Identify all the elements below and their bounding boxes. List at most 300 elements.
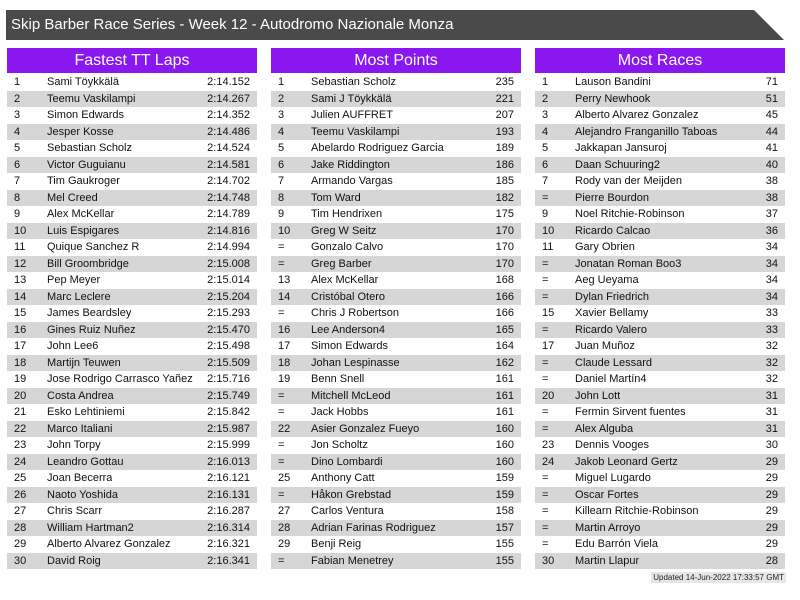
points-cell: 168	[495, 274, 514, 286]
position-cell: =	[542, 505, 549, 517]
table-row	[271, 91, 521, 108]
driver-name-cell: Jakob Leonard Gertz	[575, 455, 678, 468]
position-cell: 23	[14, 439, 27, 451]
table-row	[535, 190, 785, 207]
lap-time-cell: 2:16.013	[207, 455, 250, 468]
driver-name-cell: Alberto Alvarez Gonzalez	[575, 109, 699, 121]
position-cell: 15	[542, 307, 555, 319]
table-row	[535, 223, 785, 240]
table-row	[535, 388, 785, 405]
table-row	[535, 91, 785, 108]
driver-name-cell: Costa Andrea	[47, 389, 114, 402]
position-cell: =	[542, 290, 549, 303]
races-cell: 44	[765, 125, 778, 138]
updated-timestamp: Updated 14-Jun-2022 17:33:57 GMT	[653, 573, 784, 582]
driver-name-cell: Teemu Vaskilampi	[47, 92, 136, 105]
table-row	[7, 338, 257, 355]
driver-name-cell: Lauson Bandini	[575, 76, 651, 88]
driver-name-cell: Chris Scarr	[47, 505, 103, 517]
position-cell: 27	[14, 505, 27, 517]
driver-name-cell: Fabian Menetrey	[311, 554, 394, 567]
lap-time-cell: 2:15.470	[207, 323, 250, 336]
races-cell: 30	[765, 439, 778, 451]
position-cell: 17	[278, 340, 291, 352]
position-cell: 24	[14, 455, 27, 468]
position-cell: =	[278, 406, 285, 418]
table-row	[7, 157, 257, 174]
table-row	[271, 190, 521, 207]
races-cell: 33	[765, 323, 778, 336]
table-row	[7, 124, 257, 141]
driver-name-cell: Alex McKellar	[47, 208, 115, 220]
driver-name-cell: Lee Anderson4	[311, 323, 386, 336]
lap-time-cell: 2:15.749	[207, 389, 250, 402]
driver-name-cell: Jose Rodrigo Carrasco Yañez	[47, 373, 193, 385]
driver-name-cell: Daan Schuuring2	[575, 158, 661, 171]
position-cell: 27	[278, 505, 291, 517]
points-cell: 170	[495, 224, 514, 237]
driver-name-cell: Claude Lessard	[575, 356, 653, 369]
table-row	[7, 107, 257, 124]
driver-name-cell: Gonzalo Calvo	[311, 241, 384, 253]
lap-time-cell: 2:14.267	[207, 92, 250, 105]
position-cell: =	[542, 356, 549, 369]
driver-name-cell: Asier Gonzalez Fueyo	[311, 422, 420, 435]
most-points-rows	[271, 74, 521, 569]
points-cell: 159	[495, 472, 514, 484]
lap-time-cell: 2:14.748	[207, 191, 250, 204]
races-cell: 31	[765, 406, 778, 418]
position-cell: 3	[542, 109, 549, 121]
points-cell: 166	[495, 307, 514, 319]
table-row	[271, 289, 521, 306]
position-cell: 7	[278, 175, 285, 187]
races-cell: 32	[765, 356, 778, 369]
table-row	[535, 338, 785, 355]
table-row	[535, 239, 785, 256]
position-cell: =	[278, 307, 285, 319]
races-cell: 38	[765, 175, 778, 187]
points-cell: 221	[495, 92, 514, 105]
position-cell: =	[542, 373, 549, 385]
driver-name-cell: Quique Sanchez R	[47, 241, 140, 253]
position-cell: 28	[14, 521, 27, 534]
lap-time-cell: 2:14.152	[207, 76, 250, 88]
driver-name-cell: Jonatan Roman Boo3	[575, 257, 682, 270]
driver-name-cell: Sami J Töykkälä	[311, 92, 392, 105]
driver-name-cell: John Lee6	[47, 340, 99, 352]
races-cell: 32	[765, 373, 778, 385]
position-cell: =	[542, 472, 549, 484]
position-cell: 13	[278, 274, 291, 286]
table-row	[7, 173, 257, 190]
lap-time-cell: 2:14.789	[207, 208, 250, 220]
points-cell: 158	[495, 505, 514, 517]
table-row	[535, 553, 785, 570]
position-cell: 5	[14, 142, 21, 154]
races-cell: 37	[765, 208, 778, 220]
table-row	[271, 74, 521, 91]
most-races-header: Most Races	[535, 48, 785, 73]
table-row	[535, 305, 785, 322]
driver-name-cell: James Beardsley	[47, 307, 132, 319]
table-row	[535, 322, 785, 339]
lap-time-cell: 2:14.486	[207, 125, 250, 138]
races-cell: 29	[765, 505, 778, 517]
position-cell: =	[278, 455, 285, 468]
points-cell: 235	[495, 76, 514, 88]
lap-time-cell: 2:16.131	[207, 488, 250, 501]
driver-name-cell: Daniel Martín4	[575, 373, 647, 385]
position-cell: =	[542, 538, 549, 550]
races-cell: 51	[765, 92, 778, 105]
driver-name-cell: Martin Arroyo	[575, 521, 641, 534]
table-row	[535, 437, 785, 454]
position-cell: =	[278, 554, 285, 567]
most-points-panel	[271, 48, 521, 569]
lap-time-cell: 2:15.999	[207, 439, 250, 451]
position-cell: =	[278, 439, 285, 451]
driver-name-cell: Mel Creed	[47, 191, 98, 204]
table-row	[535, 454, 785, 471]
lap-time-cell: 2:14.702	[207, 175, 250, 187]
position-cell: 10	[542, 224, 555, 237]
position-cell: 17	[14, 340, 27, 352]
position-cell: 12	[14, 257, 27, 270]
lap-time-cell: 2:14.524	[207, 142, 250, 154]
fastest-laps-header: Fastest TT Laps	[7, 48, 257, 73]
lap-time-cell: 2:16.321	[207, 538, 250, 550]
position-cell: 3	[278, 109, 285, 121]
driver-name-cell: Noel Ritchie-Robinson	[575, 208, 685, 220]
position-cell: 16	[14, 323, 27, 336]
lap-time-cell: 2:16.341	[207, 554, 250, 567]
points-cell: 175	[495, 208, 514, 220]
position-cell: 11	[14, 241, 26, 253]
lap-time-cell: 2:15.842	[207, 406, 250, 418]
races-cell: 34	[765, 274, 778, 286]
table-row	[271, 536, 521, 553]
points-cell: 164	[495, 340, 514, 352]
driver-name-cell: Tim Hendrixen	[311, 208, 383, 220]
points-cell: 165	[495, 323, 514, 336]
table-row	[7, 371, 257, 388]
driver-name-cell: Dino Lombardi	[311, 455, 383, 468]
driver-name-cell: Alex Alguba	[575, 422, 634, 435]
driver-name-cell: Aeg Ueyama	[575, 274, 639, 286]
races-cell: 34	[765, 290, 778, 303]
table-row	[535, 124, 785, 141]
position-cell: 7	[542, 175, 549, 187]
driver-name-cell: Carlos Ventura	[311, 505, 384, 517]
position-cell: 1	[542, 76, 549, 88]
table-row	[535, 272, 785, 289]
races-cell: 38	[765, 191, 778, 204]
table-row	[7, 421, 257, 438]
points-cell: 170	[495, 257, 514, 270]
page-title: Skip Barber Race Series - Week 12 - Autodromo Nazionale Monza	[11, 16, 454, 33]
lap-time-cell: 2:15.008	[207, 257, 250, 270]
races-cell: 33	[765, 307, 778, 319]
position-cell: 24	[542, 455, 555, 468]
points-cell: 193	[495, 125, 514, 138]
driver-name-cell: Sebastian Scholz	[311, 76, 396, 88]
races-cell: 29	[765, 521, 778, 534]
driver-name-cell: David Roig	[47, 554, 101, 567]
table-row	[7, 305, 257, 322]
points-cell: 186	[495, 158, 514, 171]
position-cell: 2	[542, 92, 549, 105]
table-row	[7, 272, 257, 289]
table-row	[535, 107, 785, 124]
position-cell: 26	[14, 488, 27, 501]
table-row	[271, 454, 521, 471]
driver-name-cell: Joan Becerra	[47, 472, 113, 484]
driver-name-cell: Bill Groombridge	[47, 257, 129, 270]
table-row	[7, 454, 257, 471]
position-cell: 25	[278, 472, 291, 484]
position-cell: 29	[278, 538, 291, 550]
table-row	[535, 256, 785, 273]
table-row	[535, 503, 785, 520]
races-cell: 40	[765, 158, 778, 171]
position-cell: 22	[278, 422, 291, 435]
driver-name-cell: Alberto Alvarez Gonzalez	[47, 538, 171, 550]
position-cell: 4	[278, 125, 285, 138]
driver-name-cell: Martijn Teuwen	[47, 356, 121, 369]
table-row	[7, 289, 257, 306]
position-cell: 8	[14, 191, 21, 204]
position-cell: 17	[542, 340, 555, 352]
table-row	[535, 487, 785, 504]
table-row	[535, 157, 785, 174]
table-row	[535, 355, 785, 372]
position-cell: 4	[14, 125, 21, 138]
table-row	[535, 206, 785, 223]
lap-time-cell: 2:15.014	[207, 274, 250, 286]
position-cell: 19	[278, 373, 291, 385]
position-cell: =	[542, 323, 549, 336]
races-cell: 34	[765, 257, 778, 270]
table-row	[271, 404, 521, 421]
points-cell: 161	[495, 389, 514, 402]
position-cell: 21	[14, 406, 27, 418]
points-cell: 157	[495, 521, 514, 534]
driver-name-cell: Ricardo Calcao	[575, 224, 651, 237]
position-cell: 25	[14, 472, 27, 484]
driver-name-cell: Perry Newhook	[575, 92, 651, 105]
table-row	[271, 355, 521, 372]
table-row	[271, 371, 521, 388]
races-cell: 31	[765, 389, 778, 402]
position-cell: 9	[542, 208, 549, 220]
lap-time-cell: 2:16.287	[207, 505, 250, 517]
driver-name-cell: Simon Edwards	[47, 109, 125, 121]
table-row	[7, 223, 257, 240]
table-row	[271, 503, 521, 520]
points-cell: 155	[495, 538, 514, 550]
driver-name-cell: Julien AUFFRET	[311, 109, 393, 121]
table-row	[535, 140, 785, 157]
table-row	[7, 553, 257, 570]
points-cell: 160	[495, 455, 514, 468]
table-row	[7, 206, 257, 223]
races-cell: 71	[765, 76, 778, 88]
driver-name-cell: Abelardo Rodriguez Garcia	[311, 142, 444, 154]
position-cell: 5	[278, 142, 285, 154]
table-row	[271, 173, 521, 190]
table-row	[271, 223, 521, 240]
table-row	[271, 157, 521, 174]
position-cell: 30	[542, 554, 555, 567]
driver-name-cell: Adrian Farinas Rodriguez	[311, 521, 436, 534]
table-row	[7, 74, 257, 91]
position-cell: 9	[14, 208, 21, 220]
table-row	[271, 322, 521, 339]
position-cell: 4	[542, 125, 549, 138]
table-row	[271, 553, 521, 570]
table-row	[271, 206, 521, 223]
position-cell: 14	[14, 290, 27, 303]
table-row	[7, 190, 257, 207]
driver-name-cell: John Lott	[575, 389, 621, 402]
table-row	[271, 421, 521, 438]
points-cell: 160	[495, 439, 514, 451]
most-races-panel	[535, 48, 785, 569]
position-cell: 2	[278, 92, 285, 105]
driver-name-cell: Juan Muñoz	[575, 340, 635, 352]
driver-name-cell: Simon Edwards	[311, 340, 389, 352]
driver-name-cell: Benn Snell	[311, 373, 365, 385]
position-cell: =	[542, 521, 549, 534]
races-cell: 41	[765, 142, 778, 154]
position-cell: 15	[14, 307, 27, 319]
lap-time-cell: 2:15.987	[207, 422, 250, 435]
driver-name-cell: Jake Riddington	[311, 158, 390, 171]
position-cell: =	[542, 488, 549, 501]
table-row	[535, 173, 785, 190]
driver-name-cell: Jon Scholtz	[311, 439, 368, 451]
position-cell: 5	[542, 142, 549, 154]
table-row	[271, 124, 521, 141]
driver-name-cell: Edu Barrón Viela	[575, 538, 658, 550]
driver-name-cell: Armando Vargas	[311, 175, 393, 187]
driver-name-cell: Naoto Yoshida	[47, 488, 118, 501]
position-cell: =	[542, 191, 549, 204]
lap-time-cell: 2:14.581	[207, 158, 250, 171]
position-cell: 1	[278, 76, 285, 88]
points-cell: 162	[495, 356, 514, 369]
position-cell: =	[278, 488, 285, 501]
position-cell: 16	[278, 323, 291, 336]
driver-name-cell: Leandro Gottau	[47, 455, 124, 468]
table-row	[7, 503, 257, 520]
driver-name-cell: Victor Guguianu	[47, 158, 126, 171]
driver-name-cell: Tom Ward	[311, 191, 361, 204]
table-row	[7, 536, 257, 553]
driver-name-cell: Dennis Vooges	[575, 439, 649, 451]
table-row	[271, 239, 521, 256]
position-cell: =	[278, 241, 285, 253]
table-row	[271, 305, 521, 322]
driver-name-cell: Johan Lespinasse	[311, 356, 400, 369]
table-row	[7, 322, 257, 339]
table-row	[7, 404, 257, 421]
driver-name-cell: William Hartman2	[47, 521, 134, 534]
position-cell: 6	[542, 158, 549, 171]
table-row	[7, 487, 257, 504]
position-cell: 13	[14, 274, 27, 286]
driver-name-cell: Greg Barber	[311, 257, 372, 270]
lap-time-cell: 2:15.509	[207, 356, 250, 369]
driver-name-cell: Ricardo Valero	[575, 323, 647, 336]
points-cell: 161	[495, 406, 514, 418]
table-row	[271, 487, 521, 504]
fastest-laps-panel	[7, 48, 257, 569]
driver-name-cell: Tim Gaukroger	[47, 175, 120, 187]
driver-name-cell: Håkon Grebstad	[311, 488, 392, 501]
points-cell: 189	[495, 142, 514, 154]
position-cell: =	[542, 422, 549, 435]
races-cell: 29	[765, 538, 778, 550]
lap-time-cell: 2:14.816	[207, 224, 250, 237]
table-row	[7, 239, 257, 256]
position-cell: 20	[542, 389, 555, 402]
driver-name-cell: Gines Ruiz Nuñez	[47, 323, 136, 336]
driver-name-cell: Mitchell McLeod	[311, 389, 391, 402]
points-cell: 207	[495, 109, 514, 121]
points-cell: 182	[495, 191, 514, 204]
table-row	[535, 74, 785, 91]
table-row	[271, 338, 521, 355]
driver-name-cell: Sebastian Scholz	[47, 142, 132, 154]
position-cell: 18	[14, 356, 27, 369]
table-row	[535, 371, 785, 388]
races-cell: 34	[765, 241, 778, 253]
races-cell: 31	[765, 422, 778, 435]
lap-time-cell: 2:15.716	[207, 373, 250, 385]
points-cell: 170	[495, 241, 514, 253]
driver-name-cell: Xavier Bellamy	[575, 307, 649, 319]
position-cell: 28	[278, 521, 291, 534]
driver-name-cell: Benji Reig	[311, 538, 362, 550]
table-row	[535, 470, 785, 487]
table-row	[7, 256, 257, 273]
driver-name-cell: John Torpy	[47, 439, 101, 451]
driver-name-cell: Esko Lehtiniemi	[47, 406, 125, 418]
position-cell: =	[278, 257, 285, 270]
points-cell: 185	[495, 175, 514, 187]
points-cell: 166	[495, 290, 514, 303]
position-cell: 18	[278, 356, 291, 369]
table-row	[271, 520, 521, 537]
points-cell: 161	[495, 373, 514, 385]
position-cell: =	[542, 274, 549, 286]
driver-name-cell: Anthony Catt	[311, 472, 375, 484]
table-row	[271, 437, 521, 454]
driver-name-cell: Oscar Fortes	[575, 488, 639, 501]
driver-name-cell: Jakkapan Jansuroj	[575, 142, 667, 154]
position-cell: 3	[14, 109, 21, 121]
table-row	[7, 91, 257, 108]
driver-name-cell: Fermin Sirvent fuentes	[575, 406, 686, 418]
position-cell: =	[542, 406, 549, 418]
table-row	[7, 470, 257, 487]
driver-name-cell: Pep Meyer	[47, 274, 101, 286]
driver-name-cell: Miguel Lugardo	[575, 472, 651, 484]
driver-name-cell: Teemu Vaskilampi	[311, 125, 400, 138]
position-cell: 7	[14, 175, 21, 187]
